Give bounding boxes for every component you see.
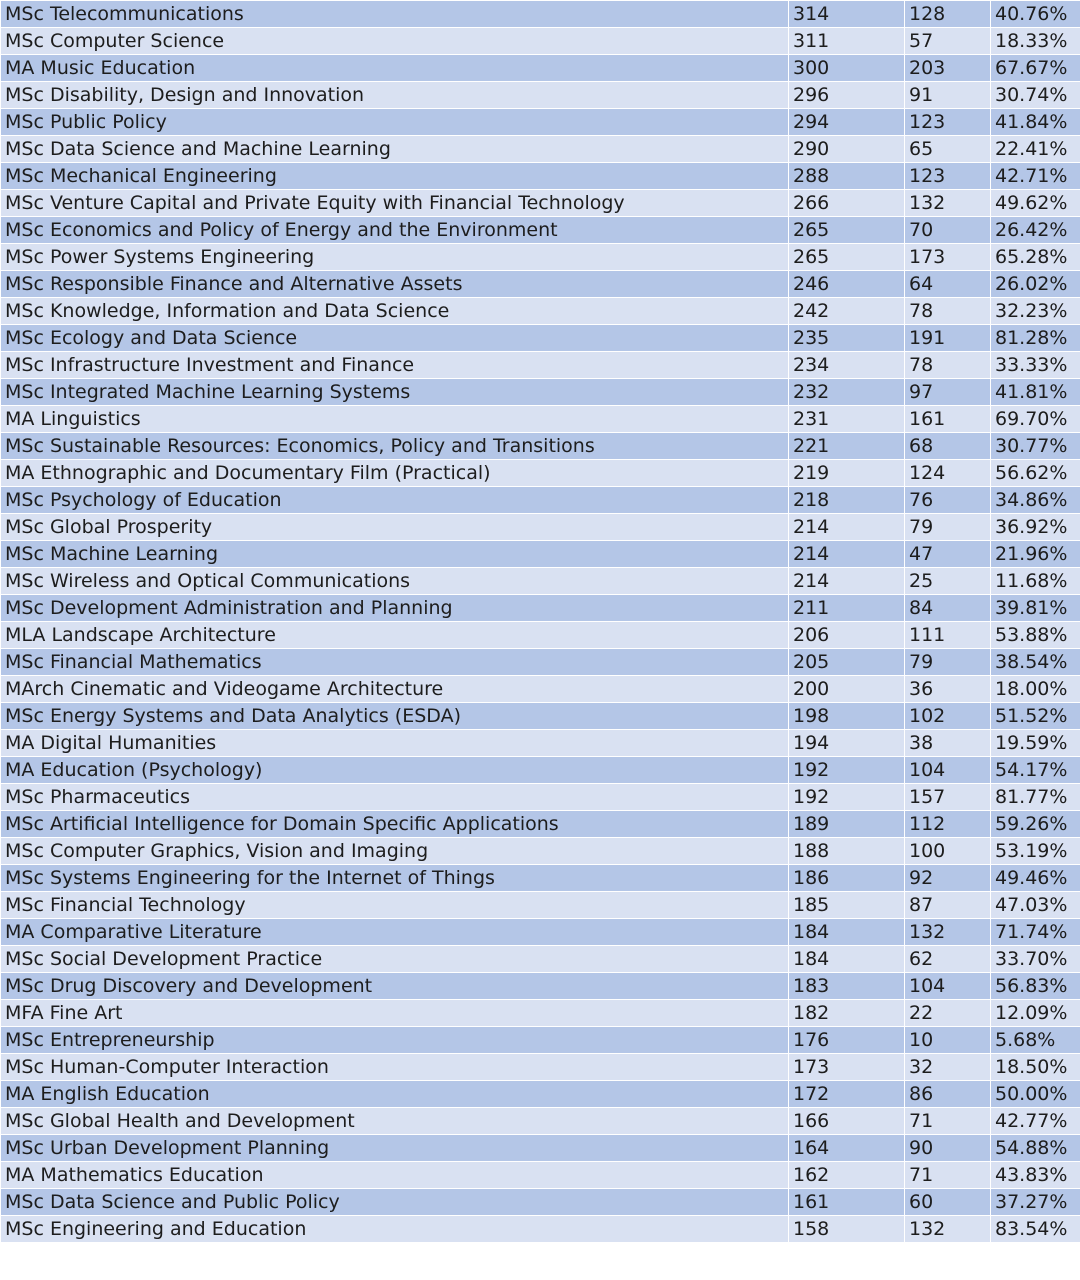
programme-name-cell: MSc Venture Capital and Private Equity with Financial Technology <box>1 190 789 217</box>
table-row <box>1 217 1080 244</box>
programme-name-cell: MSc Social Development Practice <box>1 946 789 973</box>
offers-cell: 87 <box>905 892 991 919</box>
offer-rate-cell: 41.84% <box>991 109 1080 136</box>
programme-name-cell: MSc Development Administration and Planning <box>1 595 789 622</box>
offers-cell: 25 <box>905 568 991 595</box>
applications-cell: 184 <box>789 919 905 946</box>
offer-rate-cell: 36.92% <box>991 514 1080 541</box>
programme-name-cell: MArch Cinematic and Videogame Architecture <box>1 676 789 703</box>
offer-rate-cell: 18.33% <box>991 28 1080 55</box>
table-row <box>1 487 1080 514</box>
applications-cell: 158 <box>789 1216 905 1243</box>
table-row <box>1 325 1080 352</box>
applications-cell: 176 <box>789 1027 905 1054</box>
applications-cell: 214 <box>789 541 905 568</box>
programme-name-cell: MA Digital Humanities <box>1 730 789 757</box>
offer-rate-cell: 51.52% <box>991 703 1080 730</box>
applications-cell: 188 <box>789 838 905 865</box>
offers-cell: 97 <box>905 379 991 406</box>
table-row <box>1 244 1080 271</box>
programme-name-cell: MSc Responsible Finance and Alternative Assets <box>1 271 789 298</box>
offer-rate-cell: 5.68% <box>991 1027 1080 1054</box>
table-row <box>1 1135 1080 1162</box>
applications-cell: 164 <box>789 1135 905 1162</box>
table-row <box>1 1054 1080 1081</box>
offer-rate-cell: 33.33% <box>991 352 1080 379</box>
applications-cell: 219 <box>789 460 905 487</box>
applications-cell: 235 <box>789 325 905 352</box>
programme-name-cell: MSc Integrated Machine Learning Systems <box>1 379 789 406</box>
offers-cell: 10 <box>905 1027 991 1054</box>
programme-name-cell: MA Comparative Literature <box>1 919 789 946</box>
offer-rate-cell: 50.00% <box>991 1081 1080 1108</box>
table-row <box>1 1081 1080 1108</box>
programme-name-cell: MSc Power Systems Engineering <box>1 244 789 271</box>
offers-cell: 161 <box>905 406 991 433</box>
offer-rate-cell: 53.88% <box>991 622 1080 649</box>
applications-cell: 186 <box>789 865 905 892</box>
table-row <box>1 1000 1080 1027</box>
programme-name-cell: MSc Machine Learning <box>1 541 789 568</box>
offers-cell: 32 <box>905 1054 991 1081</box>
offers-cell: 76 <box>905 487 991 514</box>
applications-cell: 265 <box>789 244 905 271</box>
offer-rate-cell: 26.42% <box>991 217 1080 244</box>
table-row <box>1 406 1080 433</box>
applications-cell: 214 <box>789 568 905 595</box>
table-row <box>1 82 1080 109</box>
offers-cell: 157 <box>905 784 991 811</box>
programme-name-cell: MSc Artificial Intelligence for Domain Specific Applications <box>1 811 789 838</box>
offers-cell: 173 <box>905 244 991 271</box>
table-row <box>1 595 1080 622</box>
table-row <box>1 1189 1080 1216</box>
table-row <box>1 514 1080 541</box>
applications-cell: 173 <box>789 1054 905 1081</box>
table-row <box>1 730 1080 757</box>
table-row <box>1 676 1080 703</box>
offers-cell: 68 <box>905 433 991 460</box>
programme-name-cell: MSc Drug Discovery and Development <box>1 973 789 1000</box>
table-row <box>1 28 1080 55</box>
table-row <box>1 973 1080 1000</box>
table-row <box>1 541 1080 568</box>
table-row <box>1 460 1080 487</box>
programme-name-cell: MSc Energy Systems and Data Analytics (ESDA) <box>1 703 789 730</box>
programme-name-cell: MSc Wireless and Optical Communications <box>1 568 789 595</box>
applications-cell: 231 <box>789 406 905 433</box>
applications-cell: 296 <box>789 82 905 109</box>
applications-cell: 211 <box>789 595 905 622</box>
offers-cell: 65 <box>905 136 991 163</box>
programme-name-cell: MSc Global Health and Development <box>1 1108 789 1135</box>
applications-cell: 192 <box>789 784 905 811</box>
offer-rate-cell: 47.03% <box>991 892 1080 919</box>
offer-rate-cell: 18.50% <box>991 1054 1080 1081</box>
offer-rate-cell: 12.09% <box>991 1000 1080 1027</box>
offers-cell: 102 <box>905 703 991 730</box>
applications-cell: 311 <box>789 28 905 55</box>
offer-rate-cell: 18.00% <box>991 676 1080 703</box>
programme-name-cell: MA Linguistics <box>1 406 789 433</box>
applications-cell: 189 <box>789 811 905 838</box>
applications-cell: 300 <box>789 55 905 82</box>
offer-rate-cell: 32.23% <box>991 298 1080 325</box>
table-row <box>1 1162 1080 1189</box>
offer-rate-cell: 19.59% <box>991 730 1080 757</box>
table-row <box>1 865 1080 892</box>
programme-name-cell: MA Music Education <box>1 55 789 82</box>
table-row <box>1 163 1080 190</box>
table-row <box>1 757 1080 784</box>
programme-name-cell: MSc Economics and Policy of Energy and the Environment <box>1 217 789 244</box>
programme-name-cell: MFA Fine Art <box>1 1000 789 1027</box>
programme-name-cell: MSc Human-Computer Interaction <box>1 1054 789 1081</box>
applications-cell: 166 <box>789 1108 905 1135</box>
offers-cell: 132 <box>905 1216 991 1243</box>
offers-cell: 86 <box>905 1081 991 1108</box>
offer-rate-cell: 22.41% <box>991 136 1080 163</box>
programme-name-cell: MSc Systems Engineering for the Internet of Things <box>1 865 789 892</box>
table-row <box>1 271 1080 298</box>
programme-name-cell: MSc Financial Technology <box>1 892 789 919</box>
programme-name-cell: MSc Engineering and Education <box>1 1216 789 1243</box>
offers-cell: 104 <box>905 757 991 784</box>
table-row <box>1 649 1080 676</box>
offers-cell: 91 <box>905 82 991 109</box>
offer-rate-cell: 69.70% <box>991 406 1080 433</box>
offer-rate-cell: 38.54% <box>991 649 1080 676</box>
offer-rate-cell: 43.83% <box>991 1162 1080 1189</box>
table-row <box>1 109 1080 136</box>
table-row <box>1 1108 1080 1135</box>
applications-cell: 162 <box>789 1162 905 1189</box>
offer-rate-cell: 67.67% <box>991 55 1080 82</box>
programme-name-cell: MLA Landscape Architecture <box>1 622 789 649</box>
offer-rate-cell: 42.71% <box>991 163 1080 190</box>
table-row <box>1 811 1080 838</box>
offers-cell: 47 <box>905 541 991 568</box>
offer-rate-cell: 33.70% <box>991 946 1080 973</box>
applications-cell: 184 <box>789 946 905 973</box>
offer-rate-cell: 81.77% <box>991 784 1080 811</box>
table-body <box>1 1 1080 1243</box>
table-row <box>1 892 1080 919</box>
table-row <box>1 703 1080 730</box>
offers-cell: 78 <box>905 298 991 325</box>
programme-name-cell: MA Ethnographic and Documentary Film (Practical) <box>1 460 789 487</box>
offer-rate-cell: 56.62% <box>991 460 1080 487</box>
offers-cell: 38 <box>905 730 991 757</box>
applications-cell: 242 <box>789 298 905 325</box>
offer-rate-cell: 41.81% <box>991 379 1080 406</box>
offers-cell: 104 <box>905 973 991 1000</box>
offer-rate-cell: 21.96% <box>991 541 1080 568</box>
offer-rate-cell: 59.26% <box>991 811 1080 838</box>
programme-name-cell: MSc Knowledge, Information and Data Science <box>1 298 789 325</box>
offer-rate-cell: 54.88% <box>991 1135 1080 1162</box>
programme-name-cell: MSc Mechanical Engineering <box>1 163 789 190</box>
applications-cell: 314 <box>789 1 905 28</box>
programme-name-cell: MSc Computer Graphics, Vision and Imaging <box>1 838 789 865</box>
offers-cell: 132 <box>905 190 991 217</box>
applications-cell: 246 <box>789 271 905 298</box>
offers-cell: 84 <box>905 595 991 622</box>
programme-name-cell: MSc Sustainable Resources: Economics, Policy and Transitions <box>1 433 789 460</box>
applications-cell: 266 <box>789 190 905 217</box>
offer-rate-cell: 30.74% <box>991 82 1080 109</box>
programme-name-cell: MSc Financial Mathematics <box>1 649 789 676</box>
offers-cell: 62 <box>905 946 991 973</box>
offers-cell: 60 <box>905 1189 991 1216</box>
offers-cell: 92 <box>905 865 991 892</box>
table-row <box>1 1 1080 28</box>
table-row <box>1 352 1080 379</box>
table-row <box>1 919 1080 946</box>
offers-cell: 78 <box>905 352 991 379</box>
offers-cell: 22 <box>905 1000 991 1027</box>
applications-cell: 288 <box>789 163 905 190</box>
offer-rate-cell: 49.62% <box>991 190 1080 217</box>
table-row <box>1 1027 1080 1054</box>
offers-cell: 132 <box>905 919 991 946</box>
offer-rate-cell: 71.74% <box>991 919 1080 946</box>
table-row <box>1 55 1080 82</box>
applications-cell: 183 <box>789 973 905 1000</box>
offers-cell: 70 <box>905 217 991 244</box>
offers-cell: 90 <box>905 1135 991 1162</box>
table-row <box>1 568 1080 595</box>
applications-cell: 205 <box>789 649 905 676</box>
table-row <box>1 298 1080 325</box>
offers-cell: 100 <box>905 838 991 865</box>
applications-cell: 218 <box>789 487 905 514</box>
programme-name-cell: MSc Public Policy <box>1 109 789 136</box>
table-row <box>1 784 1080 811</box>
applications-cell: 214 <box>789 514 905 541</box>
offers-cell: 71 <box>905 1108 991 1135</box>
applications-cell: 194 <box>789 730 905 757</box>
applications-cell: 290 <box>789 136 905 163</box>
table-row <box>1 622 1080 649</box>
offer-rate-cell: 65.28% <box>991 244 1080 271</box>
applications-cell: 185 <box>789 892 905 919</box>
programme-name-cell: MSc Psychology of Education <box>1 487 789 514</box>
offer-rate-cell: 54.17% <box>991 757 1080 784</box>
table-row <box>1 946 1080 973</box>
offers-cell: 112 <box>905 811 991 838</box>
applications-cell: 265 <box>789 217 905 244</box>
offers-cell: 123 <box>905 109 991 136</box>
programme-name-cell: MSc Urban Development Planning <box>1 1135 789 1162</box>
programme-name-cell: MSc Ecology and Data Science <box>1 325 789 352</box>
programme-name-cell: MA Mathematics Education <box>1 1162 789 1189</box>
table-row <box>1 379 1080 406</box>
offers-cell: 123 <box>905 163 991 190</box>
applications-cell: 232 <box>789 379 905 406</box>
offer-rate-cell: 26.02% <box>991 271 1080 298</box>
table-row <box>1 190 1080 217</box>
applications-cell: 200 <box>789 676 905 703</box>
offer-rate-cell: 53.19% <box>991 838 1080 865</box>
offers-cell: 124 <box>905 460 991 487</box>
programme-name-cell: MSc Pharmaceutics <box>1 784 789 811</box>
applications-cell: 198 <box>789 703 905 730</box>
offers-cell: 128 <box>905 1 991 28</box>
programme-name-cell: MSc Data Science and Machine Learning <box>1 136 789 163</box>
programme-name-cell: MA Education (Psychology) <box>1 757 789 784</box>
offer-rate-cell: 49.46% <box>991 865 1080 892</box>
offers-cell: 191 <box>905 325 991 352</box>
offers-cell: 71 <box>905 1162 991 1189</box>
offers-cell: 111 <box>905 622 991 649</box>
applications-cell: 192 <box>789 757 905 784</box>
offers-cell: 79 <box>905 514 991 541</box>
applications-cell: 294 <box>789 109 905 136</box>
offer-rate-cell: 42.77% <box>991 1108 1080 1135</box>
offer-rate-cell: 83.54% <box>991 1216 1080 1243</box>
offers-cell: 36 <box>905 676 991 703</box>
applications-cell: 161 <box>789 1189 905 1216</box>
offer-rate-cell: 39.81% <box>991 595 1080 622</box>
table-row <box>1 433 1080 460</box>
programme-name-cell: MSc Telecommunications <box>1 1 789 28</box>
offers-cell: 203 <box>905 55 991 82</box>
offer-rate-cell: 56.83% <box>991 973 1080 1000</box>
table-row <box>1 838 1080 865</box>
programme-name-cell: MSc Computer Science <box>1 28 789 55</box>
programme-name-cell: MSc Data Science and Public Policy <box>1 1189 789 1216</box>
table-row <box>1 1216 1080 1243</box>
table-row <box>1 136 1080 163</box>
offers-cell: 57 <box>905 28 991 55</box>
offer-rate-cell: 11.68% <box>991 568 1080 595</box>
offer-rate-cell: 37.27% <box>991 1189 1080 1216</box>
applications-cell: 221 <box>789 433 905 460</box>
offer-rate-cell: 34.86% <box>991 487 1080 514</box>
offer-rate-cell: 30.77% <box>991 433 1080 460</box>
applications-cell: 172 <box>789 1081 905 1108</box>
offer-rate-cell: 40.76% <box>991 1 1080 28</box>
programme-name-cell: MSc Global Prosperity <box>1 514 789 541</box>
offer-rate-cell: 81.28% <box>991 325 1080 352</box>
programme-name-cell: MA English Education <box>1 1081 789 1108</box>
programme-name-cell: MSc Disability, Design and Innovation <box>1 82 789 109</box>
offers-cell: 79 <box>905 649 991 676</box>
applications-cell: 206 <box>789 622 905 649</box>
programme-name-cell: MSc Entrepreneurship <box>1 1027 789 1054</box>
applications-cell: 182 <box>789 1000 905 1027</box>
applications-cell: 234 <box>789 352 905 379</box>
programme-name-cell: MSc Infrastructure Investment and Finance <box>1 352 789 379</box>
offers-cell: 64 <box>905 271 991 298</box>
